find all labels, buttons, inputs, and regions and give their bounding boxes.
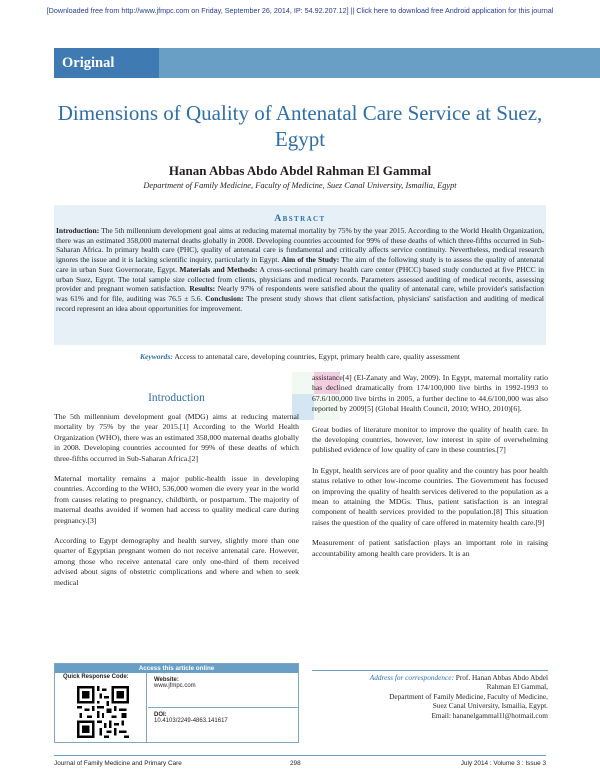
abstract-conclusion: The present study shows that client satisfaction, physicians' satisfaction and auditing of medical record represent an idea about opportunities for improvement. bbox=[56, 293, 544, 313]
doi-row bbox=[148, 708, 298, 743]
website-row bbox=[148, 673, 298, 708]
abstract-results: Nearly 97% of respondents were satisfied about the quality of antenatal care, while provider's satisfaction was 61% and for file, auditing was 76.5 ± 5.6. bbox=[56, 284, 544, 303]
section-label: Original Article bbox=[54, 48, 159, 78]
abstract-heading: Abstract bbox=[274, 214, 326, 224]
download-banner[interactable]: [Downloaded free from http://www.jfmpc.com on Friday, September 26, 2014, IP: 54.92.207.12] || Click here to download free Android application for this journal bbox=[46, 6, 554, 15]
website-link[interactable]: www.jfmpc.com bbox=[154, 683, 196, 689]
correspondence-email[interactable]: Email: hananelgammal1l@hotmail.com bbox=[431, 710, 548, 720]
correspondence-label: Address for correspondence: bbox=[369, 673, 454, 682]
access-info bbox=[148, 673, 298, 743]
correspondence-rule bbox=[312, 670, 548, 671]
qr-label: Quick Response Code: bbox=[63, 674, 129, 680]
doi-value[interactable]: 10.4103/2249-4863.141617 bbox=[154, 718, 228, 724]
abstract-results-label: Results: bbox=[189, 284, 216, 294]
footer-journal: Journal of Family Medicine and Primary Care bbox=[54, 760, 182, 767]
introduction-heading: Introduction bbox=[148, 392, 205, 404]
keywords bbox=[54, 352, 546, 361]
qr-code-icon[interactable] bbox=[77, 686, 129, 738]
paragraph: In Egypt, health services are of poor quality and the country has poor health status relative to other low-income countries. The Government has focused on improving the quality of health services delivered to the population as a mean to attaining the MDGs. Thus, patient satisfaction is an integral component of health services provided to the population.[8] This situation raises the question of the quality of care offered in maternity health care.[9] bbox=[312, 465, 548, 527]
correspondence-name: Prof. Hanan Abbas Abdo Abdel bbox=[453, 673, 548, 682]
website-label: Website: bbox=[154, 677, 179, 683]
access-heading: Access this article online bbox=[55, 664, 298, 673]
footer-rule bbox=[54, 755, 546, 756]
abstract-conclusion-label: Conclusion: bbox=[205, 293, 244, 303]
correspondence-line: Department of Family Medicine, Faculty of Medicine, bbox=[389, 691, 548, 701]
correspondence-line: Rahman El Gammal, bbox=[486, 682, 548, 692]
right-column bbox=[312, 373, 548, 569]
correspondence-address bbox=[312, 673, 548, 720]
footer-page-number: 298 bbox=[290, 760, 301, 767]
left-column bbox=[54, 412, 299, 598]
abstract-methods: A cross-sectional primary health care center (PHCC) based study conducted at five PHCC in urban Suez, Egypt. The total sample size collected from clients, physicians and medical records. Parameters assessed auditing of medical records, assessing provider and pregnant women satisfaction. bbox=[56, 264, 545, 294]
author-affiliation: Department of Family Medicine, Faculty of Medicine, Suez Canal University, Ismailia, Egypt bbox=[143, 181, 457, 190]
footer-issue: July 2014 : Volume 3 : Issue 3 bbox=[460, 760, 546, 767]
access-online-box bbox=[54, 663, 299, 743]
paragraph: assistance[4] (El-Zanaty and Way, 2009). In Egypt, maternal mortality ratio has declined dramatically from 174/100,000 live births in 1992-1993 to 67.6/100,000 live births in 2005, a further decline to 44.6/100,000 was also reported by 2009[5] (Global Health Council, 2010; WHO, 2010)[6]. bbox=[312, 373, 548, 414]
qr-cell bbox=[55, 673, 147, 743]
correspondence-line: Suez Canal University, Ismailia, Egypt. bbox=[432, 701, 548, 711]
abstract-aim-label: Aim of the Study: bbox=[281, 255, 340, 265]
paragraph: Measurement of patient satisfaction plays an important role in raising accountability among health care providers. It is an bbox=[312, 538, 548, 558]
abstract-methods-label: Materials and Methods: bbox=[179, 264, 258, 274]
keywords-text: Access to antenatal care, developing countries, Egypt, primary health care, quality assessment bbox=[172, 352, 461, 361]
paragraph: Great bodies of literature monitor to improve the quality of health care. In the developing countries, however, low interest in spite of overwhelming published evidence of low quality of care in these countries.[7] bbox=[312, 424, 548, 455]
abstract-text bbox=[56, 226, 544, 313]
keywords-label: Keywords: bbox=[139, 352, 173, 361]
abstract-intro-label: Introduction: bbox=[56, 226, 100, 235]
abstract-aim: The aim of the following study is to assess the quality of antenatal care in urban Suez Governorate, Egypt. bbox=[56, 255, 544, 274]
doi-label: DOI: bbox=[154, 712, 167, 718]
paragraph: Maternal mortality remains a major public-health issue in developing countries. According to the WHO, 536,000 women die every year in the world from causes relating to pregnancy, childbirth, or postpartum. The majority of maternal deaths avoided if women had access to quality medical care during pregnancy.[3] bbox=[54, 474, 299, 525]
author-names: Hanan Abbas Abdo Abdel Rahman El Gammal bbox=[168, 163, 432, 178]
paragraph: The 5th millennium development goal (MDG) aims at reducing maternal mortality by 75% by the year 2015.[1] According to the World Health Organization (WHO), there was an estimated 358,000 maternal deaths globally in 2008. Developing countries accounted for 99% of these deaths of which three-fifths occurred in Sub-Saharan Africa.[2] bbox=[54, 412, 299, 463]
abstract-intro: The 5th millennium development goal aims at reducing maternal mortality by 75% by the year 2015. According to the World Health Organization, there was an estimated 358,000 maternal deaths globally in 2008. Developing countries accounted for 99% of these deaths of which three-fifths occurred in Sub-Saharan Africa. In primary health care (PHC), quality of antenatal care is fundamental and critically affects service continuity. Nevertheless, medical research ignores the issue and it is lacking scientific inquiry, particularly in Egypt. bbox=[56, 226, 544, 265]
paragraph: According to Egypt demography and health survey, slightly more than one quarter of Egyptian pregnant women do not receive antenatal care. However, among those who receive antenatal care only one-third of them received advised about signs of obstetric complications and where and when to seek medical bbox=[54, 536, 299, 587]
article-title: Dimensions of Quality of Antenatal Care Service at Suez, Egypt bbox=[57, 101, 543, 151]
